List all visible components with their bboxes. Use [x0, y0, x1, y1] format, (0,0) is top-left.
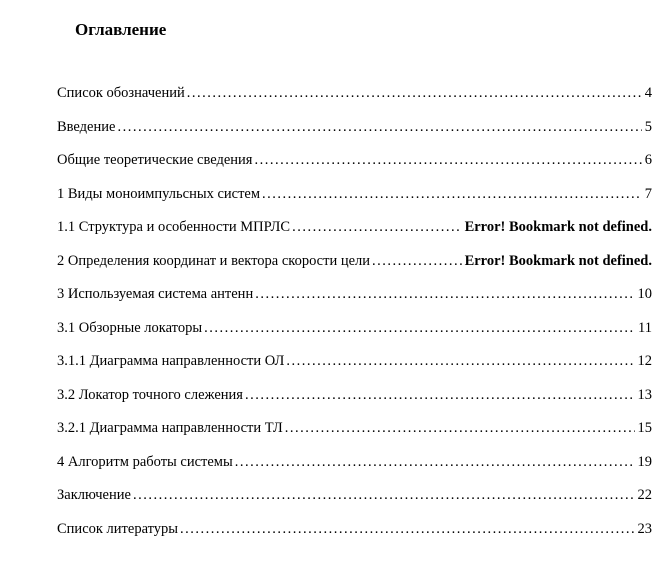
- toc-entry-label: 3.1.1 Диаграмма направленности ОЛ: [57, 353, 285, 369]
- toc-entry-label: Список обозначений: [57, 85, 185, 101]
- toc-entry-label: 3.1 Обзорные локаторы: [57, 319, 203, 336]
- toc-entry-page: 7: [644, 185, 652, 202]
- toc-entry[interactable]: [57, 185, 652, 203]
- toc-dot-leader: [180, 520, 634, 538]
- toc-heading: Оглавление: [75, 20, 167, 39]
- toc-entry[interactable]: [57, 352, 652, 370]
- toc-entry[interactable]: [57, 319, 652, 337]
- toc-dot-leader: [372, 252, 462, 270]
- toc-entry[interactable]: [57, 419, 652, 437]
- toc-entry-label: 4 Алгоритм работы системы: [57, 453, 233, 470]
- toc-entry-label: 3 Используемая система антенн: [57, 286, 254, 302]
- toc-entry-label: Список литературы: [57, 520, 179, 537]
- toc-entry[interactable]: [57, 151, 652, 169]
- toc-entry-label: 1 Виды моноимпульсных систем: [57, 185, 261, 202]
- toc-dot-leader: [235, 453, 635, 471]
- toc-entry-page: 5: [644, 118, 652, 135]
- toc-entry-page: 19: [637, 453, 652, 470]
- toc-entry-label: 3.2.1 Диаграмма направленности ТЛ: [57, 420, 283, 436]
- toc-dot-leader: [204, 319, 635, 337]
- toc-dot-leader: [285, 419, 635, 437]
- toc-entry-page: 22: [637, 487, 652, 503]
- toc-dot-leader: [292, 218, 462, 236]
- toc-entry[interactable]: [57, 386, 652, 404]
- toc-entry[interactable]: [57, 520, 652, 538]
- toc-entry-page: 11: [638, 319, 652, 336]
- toc-entry[interactable]: [57, 453, 652, 471]
- toc-entry-page: 13: [637, 386, 652, 403]
- toc-entry-label: 2 Определения координат и вектора скорости цели: [57, 252, 371, 269]
- toc-entry-page: 4: [644, 85, 652, 101]
- toc-entry-page: Error! Bookmark not defined.: [464, 252, 652, 269]
- toc-entry[interactable]: [57, 285, 652, 303]
- toc-entry-page: 10: [637, 286, 652, 302]
- toc-entry-page: 6: [644, 152, 652, 168]
- toc-dot-leader: [286, 352, 634, 370]
- toc-entry[interactable]: [57, 118, 652, 136]
- toc-dot-leader: [133, 486, 635, 504]
- toc-list: [57, 84, 652, 538]
- toc-dot-leader: [262, 185, 642, 203]
- toc-dot-leader: [187, 84, 642, 102]
- toc-entry-page: 12: [637, 353, 652, 369]
- toc-dot-leader: [117, 118, 641, 136]
- toc-entry[interactable]: [57, 252, 652, 270]
- toc-entry-page: Error! Bookmark not defined.: [464, 219, 652, 235]
- toc-entry-page: 15: [637, 420, 652, 436]
- toc-dot-leader: [245, 386, 635, 404]
- toc-entry-label: Введение: [57, 118, 116, 135]
- toc-entry-label: 3.2 Локатор точного слежения: [57, 386, 243, 403]
- toc-entry-label: Заключение: [57, 487, 131, 503]
- toc-entry-label: Общие теоретические сведения: [57, 152, 253, 168]
- toc-entry-label: 1.1 Структура и особенности МПРЛС: [57, 219, 291, 235]
- toc-entry[interactable]: [57, 486, 652, 504]
- toc-entry-page: 23: [637, 520, 652, 537]
- toc-dot-leader: [254, 151, 641, 169]
- toc-entry[interactable]: [57, 84, 652, 102]
- toc-entry[interactable]: [57, 218, 652, 236]
- toc-dot-leader: [255, 285, 634, 303]
